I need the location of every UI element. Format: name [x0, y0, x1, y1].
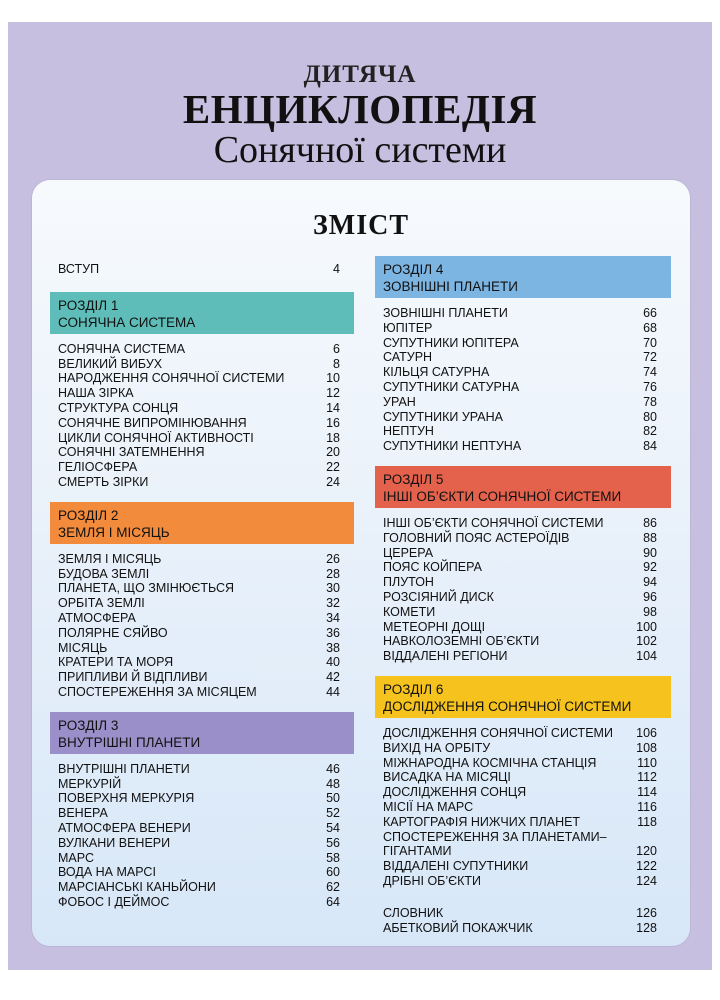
section-number: РОЗДІЛ 1 — [58, 297, 119, 313]
entry-page: 18 — [326, 430, 340, 445]
entry-page: 106 — [636, 725, 657, 740]
contents-heading: ЗМІСТ — [313, 210, 409, 241]
entry-title: ЦИКЛИ СОНЯЧНОЇ АКТИВНОСТІ — [58, 430, 254, 445]
entry-page: 22 — [326, 460, 340, 475]
entry-title: ПРИПЛИВИ Й ВІДПЛИВИ — [58, 670, 208, 685]
entry-page: 118 — [637, 814, 657, 829]
entry-page: 104 — [636, 649, 657, 664]
entry-title: СУПУТНИКИ САТУРНА — [383, 379, 520, 394]
entry-page: 114 — [637, 785, 657, 800]
section-entries — [50, 342, 354, 490]
toc-entry[interactable] — [50, 880, 354, 895]
toc-entry[interactable] — [375, 921, 671, 936]
entry-title: ПЛУТОН — [383, 575, 434, 590]
entry-title: СПОСТЕРЕЖЕННЯ ЗА МІСЯЦЕМ — [58, 684, 257, 699]
entry-title: САТУРН — [383, 350, 433, 365]
section-number: РОЗДІЛ 6 — [383, 681, 444, 697]
toc-entry[interactable] — [50, 342, 354, 357]
entry-title: ВУЛКАНИ ВЕНЕРИ — [58, 835, 171, 850]
entry-title: ВСТУП — [58, 262, 100, 276]
entry-title: ВІДДАЛЕНІ РЕГІОНИ — [383, 649, 508, 664]
entry-page: 42 — [326, 670, 340, 685]
toc-entry[interactable] — [375, 350, 671, 365]
toc-entry[interactable] — [375, 726, 671, 741]
entry-title: СОНЯЧНІ ЗАТЕМНЕННЯ — [58, 445, 205, 460]
appendix-entries — [375, 906, 671, 936]
entry-page: 52 — [326, 806, 340, 821]
toc-entry[interactable] — [50, 626, 354, 641]
toc-entry-intro[interactable] — [50, 262, 354, 277]
entry-page: 74 — [643, 365, 657, 380]
entry-page: 6 — [333, 341, 340, 356]
entry-page: 38 — [326, 640, 340, 655]
section-title: ІНШІ ОБ’ЄКТИ СОНЯЧНОЇ СИСТЕМИ — [383, 488, 622, 504]
section-header[interactable] — [375, 676, 671, 718]
entry-page: 98 — [643, 604, 657, 619]
entry-page: 54 — [326, 820, 340, 835]
section-header[interactable] — [375, 466, 671, 508]
entry-page: 96 — [643, 589, 657, 604]
entry-title: ПЛАНЕТА, ЩО ЗМІНЮЄТЬСЯ — [58, 581, 235, 596]
entry-title: ГЕЛІОСФЕРА — [58, 460, 138, 475]
section-entries — [375, 516, 671, 664]
section-header[interactable] — [50, 502, 354, 544]
entry-page: 76 — [643, 379, 657, 394]
contents-panel — [32, 180, 690, 946]
section-number: РОЗДІЛ 4 — [383, 262, 444, 277]
toc-entry[interactable] — [50, 685, 354, 700]
entry-page: 50 — [326, 791, 340, 806]
toc-entry[interactable] — [50, 670, 354, 685]
section-header[interactable] — [375, 256, 671, 298]
toc-entry[interactable] — [375, 531, 671, 546]
toc-entry[interactable] — [50, 611, 354, 626]
toc-entry[interactable] — [375, 620, 671, 635]
toc-entry[interactable] — [375, 649, 671, 664]
entry-title: КОМЕТИ — [383, 604, 436, 619]
entry-title: ВЕЛИКИЙ ВИБУХ — [58, 356, 163, 371]
entry-title: ПОЯС КОЙПЕРА — [383, 560, 482, 575]
entry-page: 16 — [326, 415, 340, 430]
entry-page: 28 — [326, 566, 340, 581]
toc-entry[interactable] — [375, 546, 671, 561]
entry-title: СТРУКТУРА СОНЦЯ — [58, 400, 179, 415]
section-entries — [375, 306, 671, 454]
entry-title: ПОВЕРХНЯ МЕРКУРІЯ — [58, 791, 195, 806]
toc-entry[interactable] — [375, 575, 671, 590]
entry-title: КІЛЬЦЯ САТУРНА — [383, 365, 490, 380]
toc-entry[interactable] — [375, 785, 671, 800]
toc-entry[interactable] — [50, 401, 354, 416]
entry-page: 48 — [326, 776, 340, 791]
entry-page: 112 — [637, 770, 657, 785]
section-title: ДОСЛІДЖЕННЯ СОНЯЧНОЇ СИСТЕМИ — [383, 698, 632, 714]
entry-page: 10 — [326, 371, 340, 386]
entry-title: МАРСІАНСЬКІ КАНЬЙОНИ — [58, 880, 216, 895]
section-header[interactable] — [50, 712, 354, 754]
entry-title: ВИХІД НА ОРБІТУ — [383, 740, 491, 755]
entry-page: 56 — [326, 835, 340, 850]
toc-entry[interactable] — [375, 336, 671, 351]
toc-entry[interactable] — [375, 590, 671, 605]
entry-page: 30 — [326, 581, 340, 596]
entry-page: 122 — [636, 859, 657, 874]
toc-entry[interactable] — [50, 386, 354, 401]
toc-entry[interactable] — [375, 741, 671, 756]
entry-title: ВОДА НА МАРСІ — [58, 865, 156, 880]
entry-page: 12 — [326, 386, 340, 401]
contents-column-right — [375, 256, 671, 935]
entry-page: 124 — [636, 873, 657, 888]
entry-title: ДРІБНІ ОБ’ЄКТИ — [383, 873, 482, 888]
entry-title: СУПУТНИКИ НЕПТУНА — [383, 439, 522, 454]
entry-title: ІНШІ ОБ’ЄКТИ СОНЯЧНОЇ СИСТЕМИ — [383, 515, 604, 530]
entry-title: КАРТОГРАФІЯ НИЖЧИХ ПЛАНЕТ — [383, 814, 581, 829]
entry-page: 94 — [643, 575, 657, 590]
entry-title: ДОСЛІДЖЕННЯ СОНЦЯ — [383, 785, 527, 800]
entry-page: 32 — [326, 596, 340, 611]
entry-title: АБЕТКОВИЙ ПОКАЖЧИК — [383, 920, 533, 935]
toc-entry[interactable] — [375, 800, 671, 815]
toc-entry[interactable] — [50, 567, 354, 582]
entry-title: КРАТЕРИ ТА МОРЯ — [58, 655, 174, 670]
toc-entry[interactable] — [50, 836, 354, 851]
entry-title: СОНЯЧНЕ ВИПРОМІНЮВАННЯ — [58, 415, 247, 430]
entry-page: 86 — [643, 515, 657, 530]
entry-title: БУДОВА ЗЕМЛІ — [58, 566, 150, 581]
toc-entry[interactable] — [375, 815, 671, 830]
entry-page: 78 — [643, 394, 657, 409]
section-title: ЗОВНІШНІ ПЛАНЕТИ — [383, 279, 518, 294]
toc-entry[interactable] — [50, 431, 354, 446]
toc-entry[interactable] — [50, 762, 354, 777]
toc-entry[interactable] — [50, 445, 354, 460]
toc-entry[interactable] — [375, 906, 671, 921]
toc-entry[interactable] — [375, 424, 671, 439]
title-line-2: ЕНЦИКЛОПЕДІЯ — [182, 86, 538, 132]
toc-entry[interactable] — [50, 865, 354, 880]
toc-entry[interactable] — [375, 874, 671, 889]
entry-page: 62 — [326, 880, 340, 895]
toc-entry[interactable] — [375, 756, 671, 771]
section-entries — [50, 552, 354, 700]
entry-title: НАРОДЖЕННЯ СОНЯЧНОЇ СИСТЕМИ — [58, 371, 285, 386]
entry-page: 126 — [636, 905, 657, 920]
section-entries — [375, 726, 671, 889]
toc-entry[interactable] — [50, 416, 354, 431]
entry-page: 102 — [636, 634, 657, 649]
toc-entry[interactable] — [50, 851, 354, 866]
toc-entry[interactable] — [50, 895, 354, 910]
entry-page: 90 — [643, 545, 657, 560]
toc-entry[interactable] — [50, 460, 354, 475]
toc-entry[interactable] — [375, 395, 671, 410]
entry-title: СМЕРТЬ ЗІРКИ — [58, 474, 149, 489]
entry-title: СПОСТЕРЕЖЕННЯ ЗА ПЛАНЕТАМИ–ГІГАНТАМИ — [383, 829, 607, 859]
section-title: СОНЯЧНА СИСТЕМА — [58, 314, 196, 330]
entry-title: ПОЛЯРНЕ СЯЙВО — [58, 625, 168, 640]
toc-entry[interactable] — [375, 605, 671, 620]
book-page — [8, 22, 712, 970]
entry-title: МЕТЕОРНІ ДОЩІ — [383, 619, 486, 634]
entry-page: 82 — [643, 424, 657, 439]
entry-title: МІСІЇ НА МАРС — [383, 799, 474, 814]
entry-title: НАША ЗІРКА — [58, 386, 134, 401]
entry-title: ДОСЛІДЖЕННЯ СОНЯЧНОЇ СИСТЕМИ — [383, 725, 613, 740]
toc-entry[interactable] — [375, 380, 671, 395]
entry-page: 60 — [326, 865, 340, 880]
entry-title: СУПУТНИКИ УРАНА — [383, 409, 504, 424]
entry-page: 26 — [326, 551, 340, 566]
entry-page: 128 — [636, 920, 657, 935]
contents-column-left — [50, 256, 354, 910]
entry-page: 66 — [643, 306, 657, 320]
toc-entry[interactable] — [375, 439, 671, 454]
entry-title: ОРБІТА ЗЕМЛІ — [58, 596, 145, 611]
entry-title: ГОЛОВНИЙ ПОЯС АСТЕРОЇДІВ — [383, 530, 570, 545]
entry-page: 58 — [326, 850, 340, 865]
entry-page: 100 — [636, 619, 657, 634]
entry-title: СОНЯЧНА СИСТЕМА — [58, 341, 186, 356]
entry-title: МІЖНАРОДНА КОСМІЧНА СТАНЦІЯ — [383, 755, 597, 770]
toc-entry[interactable] — [50, 475, 354, 490]
title-line-3: Сонячної системи — [213, 129, 507, 171]
section-number: РОЗДІЛ 2 — [58, 507, 119, 523]
toc-entry[interactable] — [50, 655, 354, 670]
entry-title: НЕПТУН — [383, 424, 434, 439]
entry-page: 40 — [326, 655, 340, 670]
book-title — [8, 60, 712, 170]
entry-title: ВІДДАЛЕНІ СУПУТНИКИ — [383, 859, 529, 874]
entry-title: МЕРКУРІЙ — [58, 776, 122, 791]
entry-title: РОЗСІЯНИЙ ДИСК — [383, 589, 494, 604]
toc-entry[interactable] — [375, 410, 671, 425]
entry-page: 46 — [326, 761, 340, 776]
toc-entry[interactable] — [375, 306, 671, 321]
toc-entry[interactable] — [375, 516, 671, 531]
entry-title: НАВКОЛОЗЕМНІ ОБ’ЄКТИ — [383, 634, 540, 649]
entry-page: 8 — [333, 356, 340, 371]
entry-title: УРАН — [383, 394, 416, 409]
entry-title: АТМОСФЕРА ВЕНЕРИ — [58, 820, 191, 835]
entry-page: 116 — [637, 799, 657, 814]
entry-page: 24 — [326, 474, 340, 489]
entry-page: 44 — [326, 684, 340, 699]
entry-page: 36 — [326, 625, 340, 640]
toc-entry[interactable] — [50, 552, 354, 567]
toc-entry[interactable] — [375, 830, 671, 860]
section-title: ВНУТРІШНІ ПЛАНЕТИ — [58, 734, 201, 750]
entry-page: 84 — [643, 439, 657, 454]
section-title: ЗЕМЛЯ І МІСЯЦЬ — [58, 524, 170, 540]
toc-entry[interactable] — [375, 321, 671, 336]
toc-entry[interactable] — [375, 859, 671, 874]
entry-page: 14 — [326, 400, 340, 415]
toc-entry[interactable] — [50, 791, 354, 806]
entry-title: ВНУТРІШНІ ПЛАНЕТИ — [58, 761, 190, 776]
entry-page: 92 — [643, 560, 657, 575]
toc-entry[interactable] — [375, 560, 671, 575]
toc-entry[interactable] — [50, 641, 354, 656]
toc-entry[interactable] — [375, 770, 671, 785]
entry-page: 64 — [326, 894, 340, 909]
toc-entry[interactable] — [50, 806, 354, 821]
entry-page: 110 — [637, 755, 657, 770]
toc-entry[interactable] — [50, 821, 354, 836]
entry-page: 70 — [643, 335, 657, 350]
toc-entry[interactable] — [375, 634, 671, 649]
title-line-1: ДИТЯЧА — [303, 61, 417, 88]
entry-page: 34 — [326, 610, 340, 625]
entry-page: 88 — [643, 530, 657, 545]
entry-title: ФОБОС І ДЕЙМОС — [58, 894, 170, 909]
entry-page: 68 — [643, 320, 657, 335]
entry-title: ЗОВНІШНІ ПЛАНЕТИ — [383, 306, 508, 320]
entry-title: АТМОСФЕРА — [58, 610, 136, 625]
section-header[interactable] — [50, 292, 354, 334]
entry-page: 120 — [636, 844, 657, 859]
toc-entry[interactable] — [50, 596, 354, 611]
entry-page: 72 — [643, 350, 657, 365]
entry-page: 4 — [333, 262, 340, 276]
section-entries — [50, 762, 354, 910]
section-number: РОЗДІЛ 3 — [58, 717, 119, 733]
entry-page: 20 — [326, 445, 340, 460]
toc-entry[interactable] — [50, 357, 354, 372]
entry-title: ВИСАДКА НА МІСЯЦІ — [383, 770, 511, 785]
entry-title: СЛОВНИК — [383, 905, 444, 920]
toc-entry[interactable] — [50, 371, 354, 386]
toc-entry[interactable] — [50, 581, 354, 596]
entry-title: ЗЕМЛЯ І МІСЯЦЬ — [58, 551, 162, 566]
entry-page: 108 — [636, 740, 657, 755]
entry-page: 80 — [643, 409, 657, 424]
entry-title: СУПУТНИКИ ЮПІТЕРА — [383, 335, 519, 350]
toc-entry[interactable] — [375, 365, 671, 380]
entry-title: ЮПІТЕР — [383, 320, 433, 335]
entry-title: МАРС — [58, 850, 94, 865]
entry-title: МІСЯЦЬ — [58, 640, 108, 655]
section-number: РОЗДІЛ 5 — [383, 471, 444, 487]
entry-title: ВЕНЕРА — [58, 806, 108, 821]
entry-title: ЦЕРЕРА — [383, 545, 434, 560]
toc-entry[interactable] — [50, 777, 354, 792]
